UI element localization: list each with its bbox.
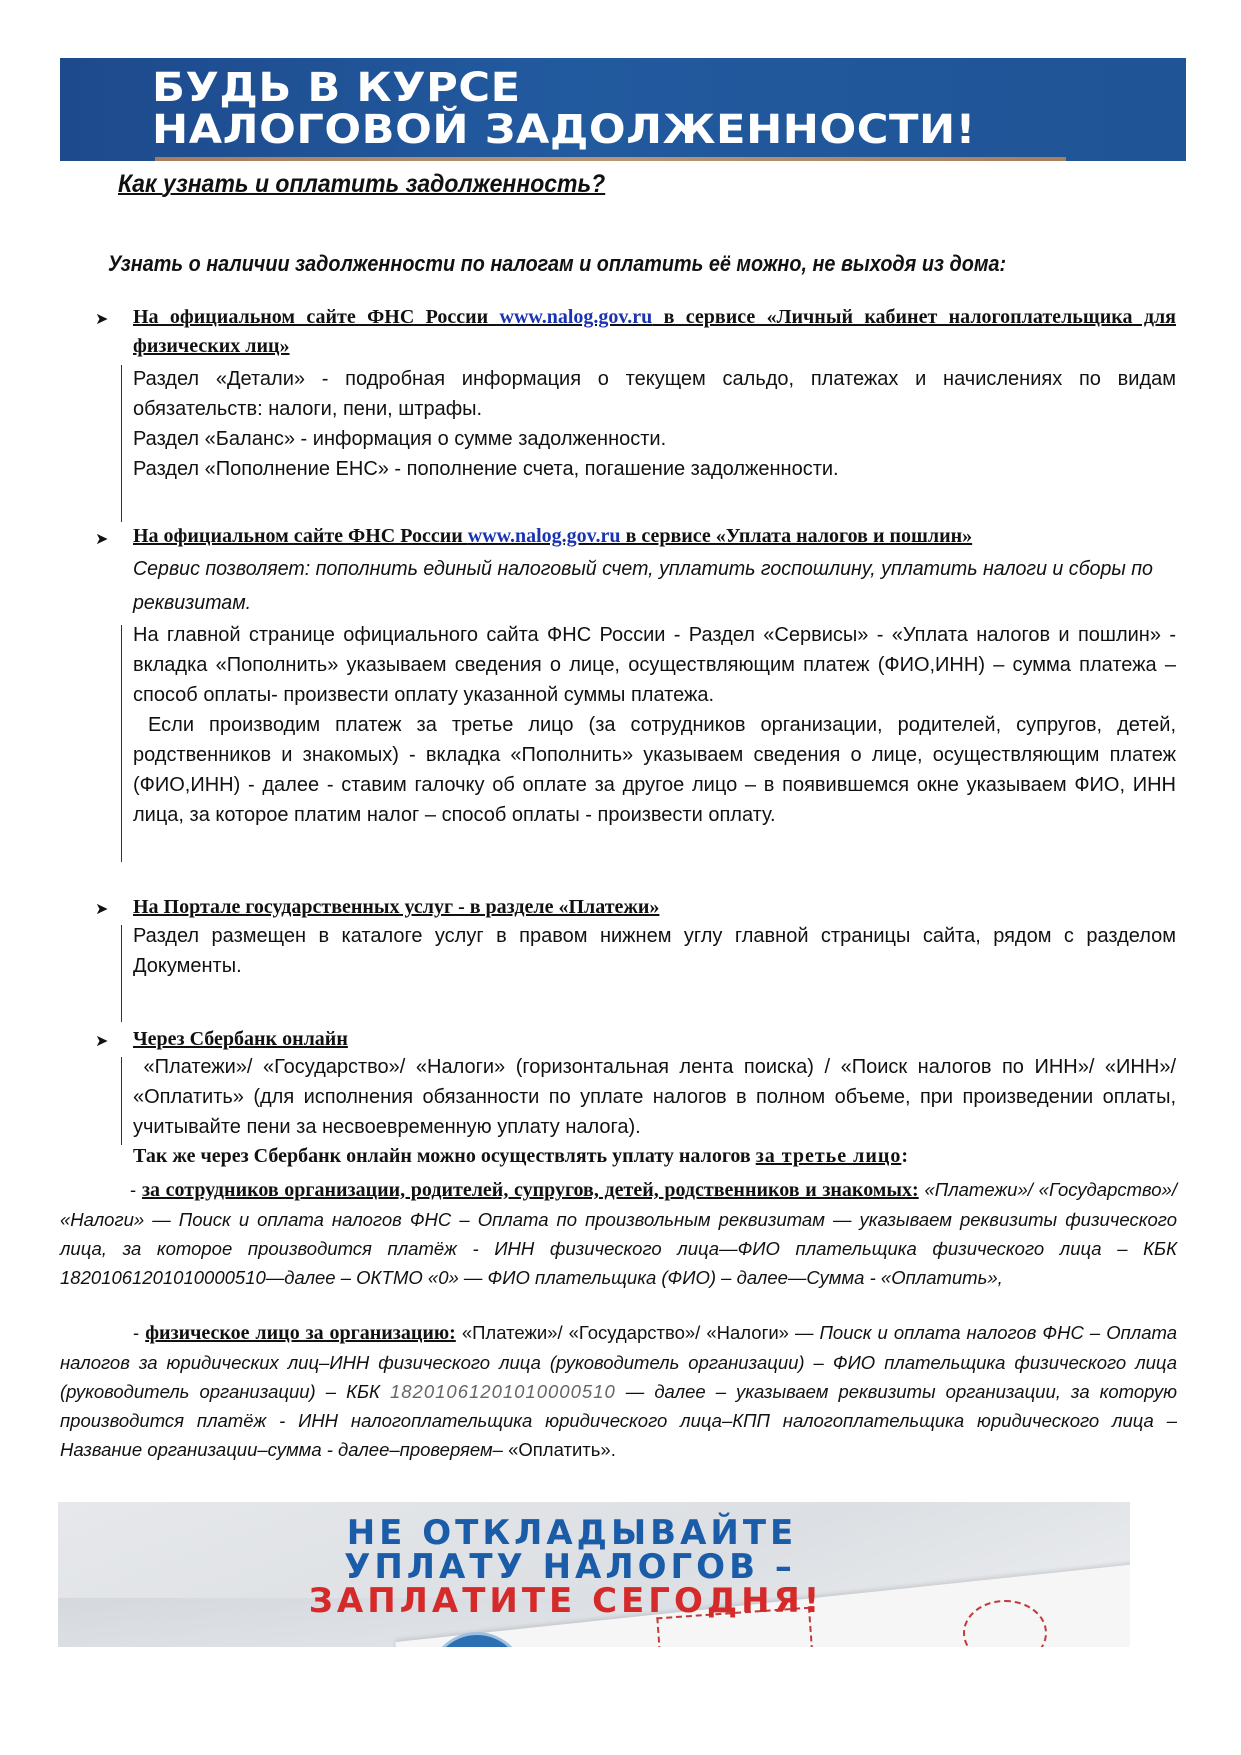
section-1-paragraph: Раздел «Пополнение ЕНС» - пополнение счета, погашение задолженности. — [133, 458, 839, 480]
section-2-rule — [121, 625, 122, 862]
third-party-case-employees — [60, 1175, 1177, 1292]
case2-kbk: 18201061201010000510 — [389, 1381, 616, 1402]
case2-dash: - — [133, 1322, 146, 1343]
bottom-banner-line2: УПЛАТУ НАЛОГОВ – — [344, 1547, 796, 1587]
case1-text: «Платежи»/ «Государство»/ «Налоги» — Поиск и оплата налогов ФНС – Оплата по произвольным реквизитам — указываем реквизиты физического лица, за которое производится платёж - ИНН физического лица—ФИО плательщика физического лица – КБК 18201061201010000510—далее – ОКТМО «0» — ФИО плательщика (ФИО) – далее—Сумма - «Оплатить», — [60, 1179, 1177, 1288]
case2-text-italic: Поиск и оплата налогов ФНС – Оплата налогов за юридических лиц–ИНН физического лица (руководитель организации) – ФИО плательщика физического лица (руководитель организации) – КБК — [60, 1322, 1178, 1402]
case2-text-italic-2: — далее – указываем реквизиты организации, за которую производится платёж - ИНН налогоплательщика юридического лица–КПП налогоплательщика юридического лица – Название организации–сумма - далее–проверяем– — [60, 1381, 1177, 1460]
third-party-emphasis: за третье лицо — [755, 1145, 902, 1167]
section-2-paragraph: На главной странице официального сайта ФНС России - Раздел «Сервисы» - «Уплата налогов и пошлин» - вкладка «Пополнить» указываем сведения о лице, осуществляющим платеж (ФИО,ИНН) – сумма платежа – способ оплаты- произвести оплату указанной суммы платежа. — [133, 624, 1176, 706]
arrow-bullet-icon: ➤ — [95, 901, 109, 918]
third-party-lead-end: : — [901, 1145, 909, 1167]
intro-text: Узнать о наличии задолженности по налогам и оплатить её можно, не выходя из дома: — [108, 251, 1007, 276]
section-4-body — [133, 1052, 1182, 1142]
banner-accent-strip — [155, 157, 1066, 161]
arrow-bullet-icon: ➤ — [95, 311, 109, 328]
case1-dash: - — [130, 1179, 142, 1200]
section-1-title-prefix: На официальном сайте ФНС России — [133, 306, 500, 328]
section-2-title — [133, 522, 1176, 551]
section-1-title — [133, 303, 1176, 361]
top-banner-line1: БУДЬ В КУРСЕ — [152, 65, 521, 111]
bottom-banner-line1: НЕ ОТКЛАДЫВАЙТЕ — [346, 1513, 798, 1553]
section-2-body — [133, 620, 1182, 830]
third-party-case-organization — [60, 1318, 1177, 1464]
section-1-paragraph: Раздел «Детали» - подробная информация о текущем сальдо, платежах и начислениях по видам обязательств: налоги, пени, штрафы. — [133, 368, 1176, 420]
section-1-paragraph: Раздел «Баланс» - информация о сумме задолженности. — [133, 428, 667, 450]
section-4-title: Через Сбербанк онлайн — [133, 1028, 348, 1050]
case2-text-end: «Оплатить». — [508, 1439, 616, 1460]
section-2-title-prefix: На официальном сайте ФНС России — [133, 525, 468, 547]
section-2-title-suffix: в сервисе «Уплата налогов и пошлин» — [620, 525, 973, 547]
third-party-lead-text: Так же через Сбербанк онлайн можно осуществлять уплату налогов — [133, 1145, 756, 1167]
bottom-banner-line3: ЗАПЛАТИТЕ СЕГОДНЯ! — [308, 1581, 824, 1621]
case2-text-plain: «Платежи»/ «Государство»/ «Налоги» — — [455, 1322, 820, 1343]
bottom-banner — [58, 1502, 1130, 1647]
arrow-bullet-icon: ➤ — [95, 1033, 109, 1050]
nalog-link-1[interactable]: www.nalog.gov.ru — [499, 306, 653, 328]
section-4-rule — [121, 1057, 122, 1145]
nalog-link-2[interactable]: www.nalog.gov.ru — [467, 525, 621, 547]
page-heading: Как узнать и оплатить задолженность? — [118, 170, 606, 198]
section-1-body — [133, 364, 1176, 484]
case2-heading: физическое лицо за организацию: — [145, 1322, 456, 1344]
case1-heading: за сотрудников организации, родителей, супругов, детей, родственников и знакомых: — [141, 1179, 919, 1201]
top-banner-line2: НАЛОГОВОЙ ЗАДОЛЖЕННОСТИ! — [152, 107, 976, 153]
section-3-title: На Портале государственных услуг - в разделе «Платежи» — [133, 896, 660, 918]
third-party-lead — [133, 1145, 908, 1168]
section-3-rule — [121, 925, 122, 1022]
section-1-title-suffix: в сервисе «Личный кабинет налогоплательщика для физических лиц» — [133, 306, 1176, 357]
section-3-body — [133, 921, 1176, 981]
top-banner — [60, 58, 1186, 161]
arrow-bullet-icon: ➤ — [95, 531, 109, 548]
section-4-paragraph: «Платежи»/ «Государство»/ «Налоги» (горизонтальная лента поиска) / «Поиск налогов по ИНН»/ «ИНН»/ «Оплатить» (для исполнения обязанности по уплате налогов в полном объеме, при произведении оплаты, учитывайте пени за несвоевременную уплату налога). — [133, 1056, 1182, 1138]
section-2-subtitle: Сервис позволяет: пополнить единый налоговый счет, уплатить госпошлину, уплатить налоги и сборы по реквизитам. — [133, 558, 1153, 614]
section-1-rule — [121, 365, 122, 522]
section-2-paragraph: Если производим платеж за третье лицо (за сотрудников организации, родителей, супругов, детей, родственников и знакомых) - вкладка «Пополнить» указываем сведения о лице, осуществляющим платеж (ФИО,ИНН) - далее - ставим галочку об оплате за другое лицо – в появившемся окне указываем ФИО, ИНН лица, за которое платим налог – способ оплаты - произвести оплату. — [133, 714, 1182, 826]
section-3-paragraph: Раздел размещен в каталоге услуг в правом нижнем углу главной страницы сайта, рядом с разделом Документы. — [133, 925, 1176, 977]
